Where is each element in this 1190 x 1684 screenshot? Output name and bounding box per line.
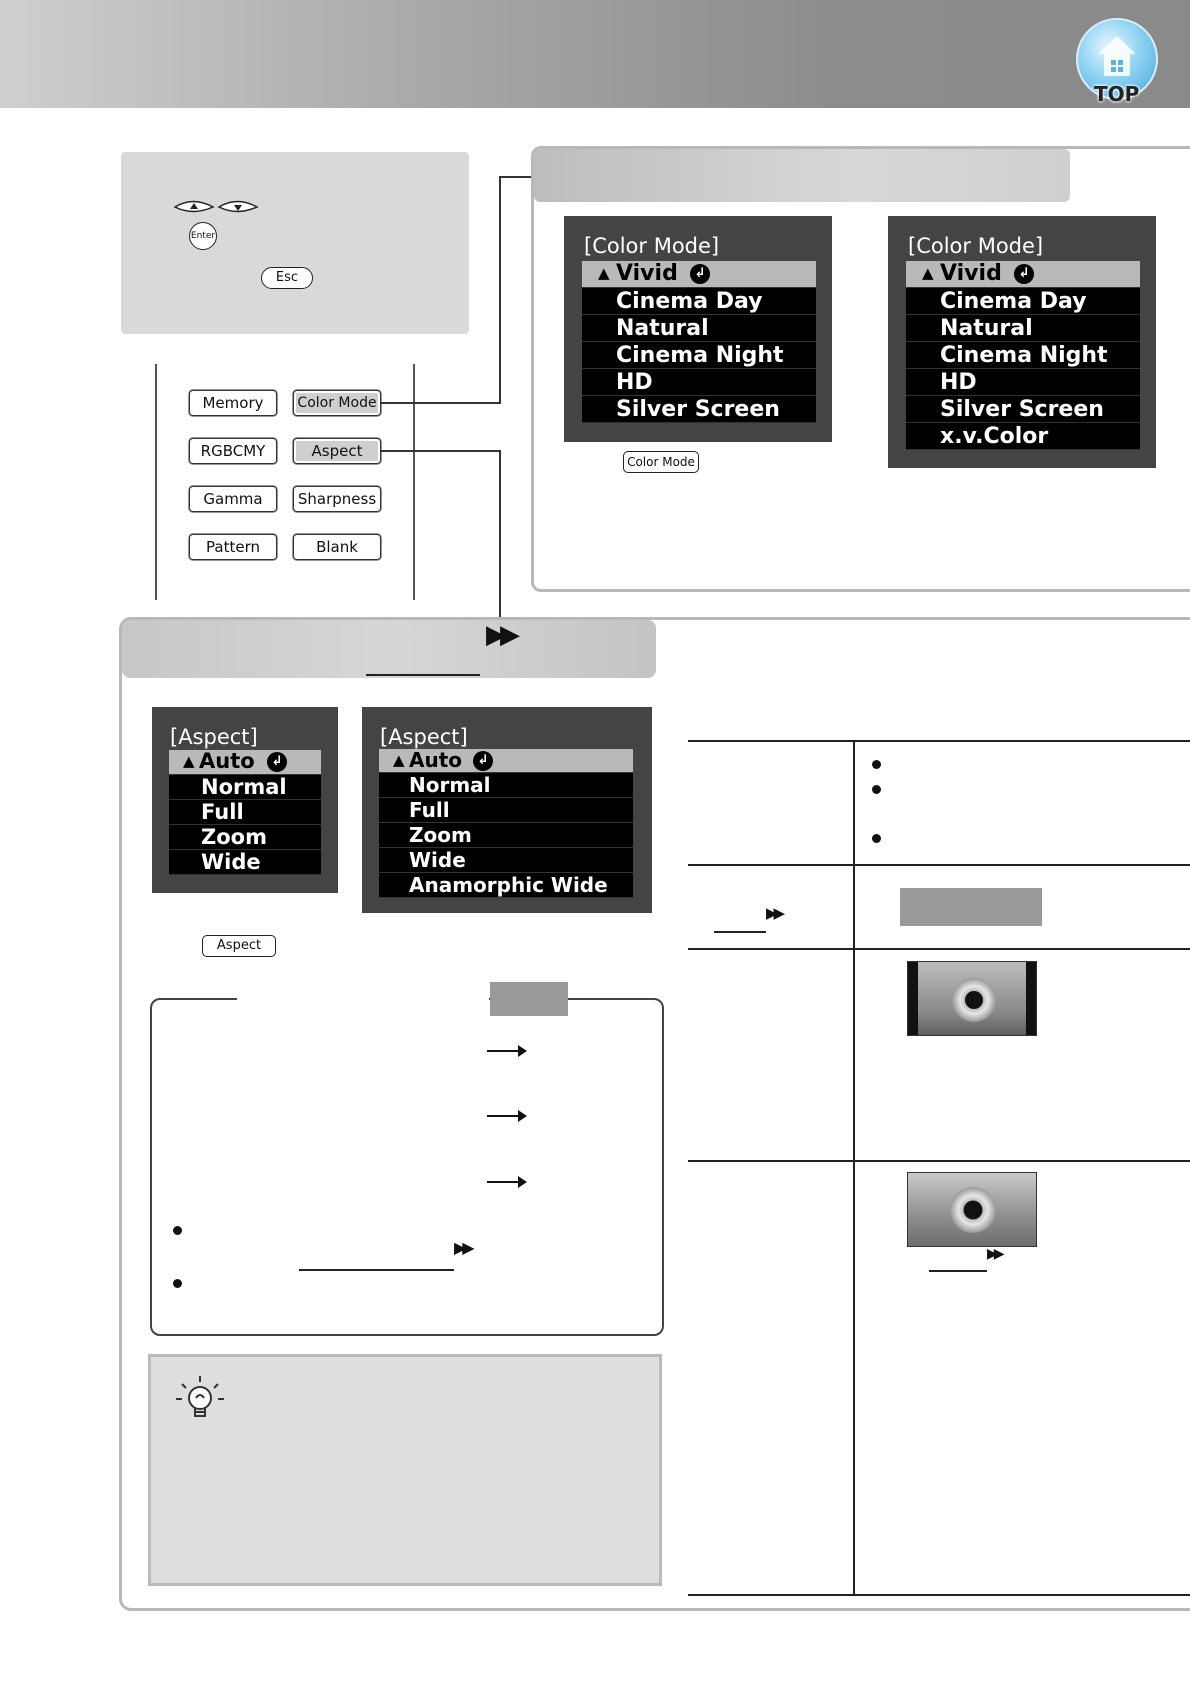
gray-label-box <box>900 888 1042 926</box>
right-arrow-icon <box>487 1050 525 1052</box>
menu-title: [Color Mode] <box>584 234 720 258</box>
menu-item[interactable]: Cinema Day <box>582 288 816 315</box>
bullet <box>173 1279 182 1288</box>
menu-item[interactable]: Cinema Day <box>906 288 1140 315</box>
menu-item[interactable]: Natural <box>906 315 1140 342</box>
table-rule <box>688 1160 1190 1162</box>
color-mode-menu-left <box>564 216 832 442</box>
menu-item[interactable]: x.v.Color <box>906 423 1140 450</box>
up-down-icon: ▲ <box>393 751 405 769</box>
link-arrow-icon[interactable]: ▶▶ <box>454 1238 471 1257</box>
table-rule <box>688 1594 1190 1596</box>
menu-item[interactable]: Full <box>169 800 321 825</box>
menu-item[interactable]: Normal <box>169 775 321 800</box>
note-box <box>150 998 664 1336</box>
enter-button[interactable]: Enter <box>189 222 217 250</box>
menu-item[interactable]: ▲ Auto ↲ <box>169 750 321 775</box>
menu-item[interactable]: Full <box>379 798 633 823</box>
menu-item[interactable]: Wide <box>379 848 633 873</box>
bullet <box>872 760 881 769</box>
bullet <box>872 785 881 794</box>
link-arrow-icon[interactable]: ▶▶ <box>766 904 782 922</box>
menu-item[interactable]: Anamorphic Wide <box>379 873 633 898</box>
link-underline <box>929 1270 987 1272</box>
right-arrow-icon <box>487 1181 525 1183</box>
sunflower-image-letterbox <box>907 961 1037 1036</box>
link-underline <box>714 931 766 933</box>
enter-icon: ↲ <box>1014 264 1034 284</box>
memory-button[interactable]: Memory <box>189 390 277 416</box>
rgbcmy-button[interactable]: RGBCMY <box>189 438 277 464</box>
table-rule <box>688 864 1190 866</box>
bullet <box>173 1226 182 1235</box>
enter-icon: ↲ <box>473 751 493 771</box>
menu-item[interactable]: Cinema Night <box>582 342 816 369</box>
gamma-button[interactable]: Gamma <box>189 486 277 512</box>
menu-item[interactable]: ▲ Auto ↲ <box>379 749 633 773</box>
link-underline <box>366 674 480 676</box>
aspect-button[interactable]: Aspect <box>293 438 381 464</box>
aspect-menu-right <box>362 707 652 913</box>
menu-title: [Aspect] <box>380 725 468 749</box>
table-rule <box>688 948 1190 950</box>
link-arrow-icon[interactable]: ▶▶ <box>486 620 514 650</box>
menu-item[interactable]: HD <box>582 369 816 396</box>
bullet <box>872 834 881 843</box>
menu-item[interactable]: Normal <box>379 773 633 798</box>
lightbulb-icon <box>172 1372 228 1428</box>
menu-item[interactable]: Wide <box>169 850 321 875</box>
esc-button[interactable]: Esc <box>261 267 313 289</box>
enter-icon: ↲ <box>267 752 287 772</box>
right-arrow-icon <box>487 1115 525 1117</box>
menu-item[interactable]: Zoom <box>169 825 321 850</box>
table-column-divider <box>853 742 855 1594</box>
table-rule <box>688 740 1190 742</box>
link-underline <box>299 1269 454 1271</box>
menu-item[interactable]: Zoom <box>379 823 633 848</box>
menu-title: [Color Mode] <box>908 234 1044 258</box>
menu-item[interactable]: ▲ Vivid ↲ <box>906 261 1140 288</box>
menu-item[interactable]: Silver Screen <box>582 396 816 423</box>
enter-icon: ↲ <box>690 264 710 284</box>
menu-item[interactable]: ▲ Vivid ↲ <box>582 261 816 288</box>
up-down-icon: ▲ <box>183 752 195 770</box>
pattern-button[interactable]: Pattern <box>189 534 277 560</box>
up-down-icon: ▲ <box>598 264 610 282</box>
sunflower-image-full <box>907 1172 1037 1247</box>
aspect-header-bar <box>122 620 656 678</box>
aspect-remote-button[interactable]: Aspect <box>202 935 276 957</box>
note-title-gap <box>237 994 489 1002</box>
menu-title: [Aspect] <box>170 725 258 749</box>
menu-item[interactable]: Natural <box>582 315 816 342</box>
color-mode-remote-button[interactable]: Color Mode <box>623 451 699 473</box>
color-mode-button[interactable]: Color Mode <box>293 390 381 416</box>
menu-item[interactable]: Silver Screen <box>906 396 1140 423</box>
up-down-icon: ▲ <box>922 264 934 282</box>
aspect-menu-left <box>152 707 338 893</box>
color-mode-header-bar <box>534 149 1070 202</box>
link-arrow-icon[interactable]: ▶▶ <box>987 1246 1001 1262</box>
note-gray-tag <box>490 982 568 1016</box>
blank-button[interactable]: Blank <box>293 534 381 560</box>
sharpness-button[interactable]: Sharpness <box>293 486 381 512</box>
color-mode-menu-right <box>888 216 1156 468</box>
menu-item[interactable]: HD <box>906 369 1140 396</box>
top-label: TOP <box>1094 82 1140 106</box>
menu-item[interactable]: Cinema Night <box>906 342 1140 369</box>
